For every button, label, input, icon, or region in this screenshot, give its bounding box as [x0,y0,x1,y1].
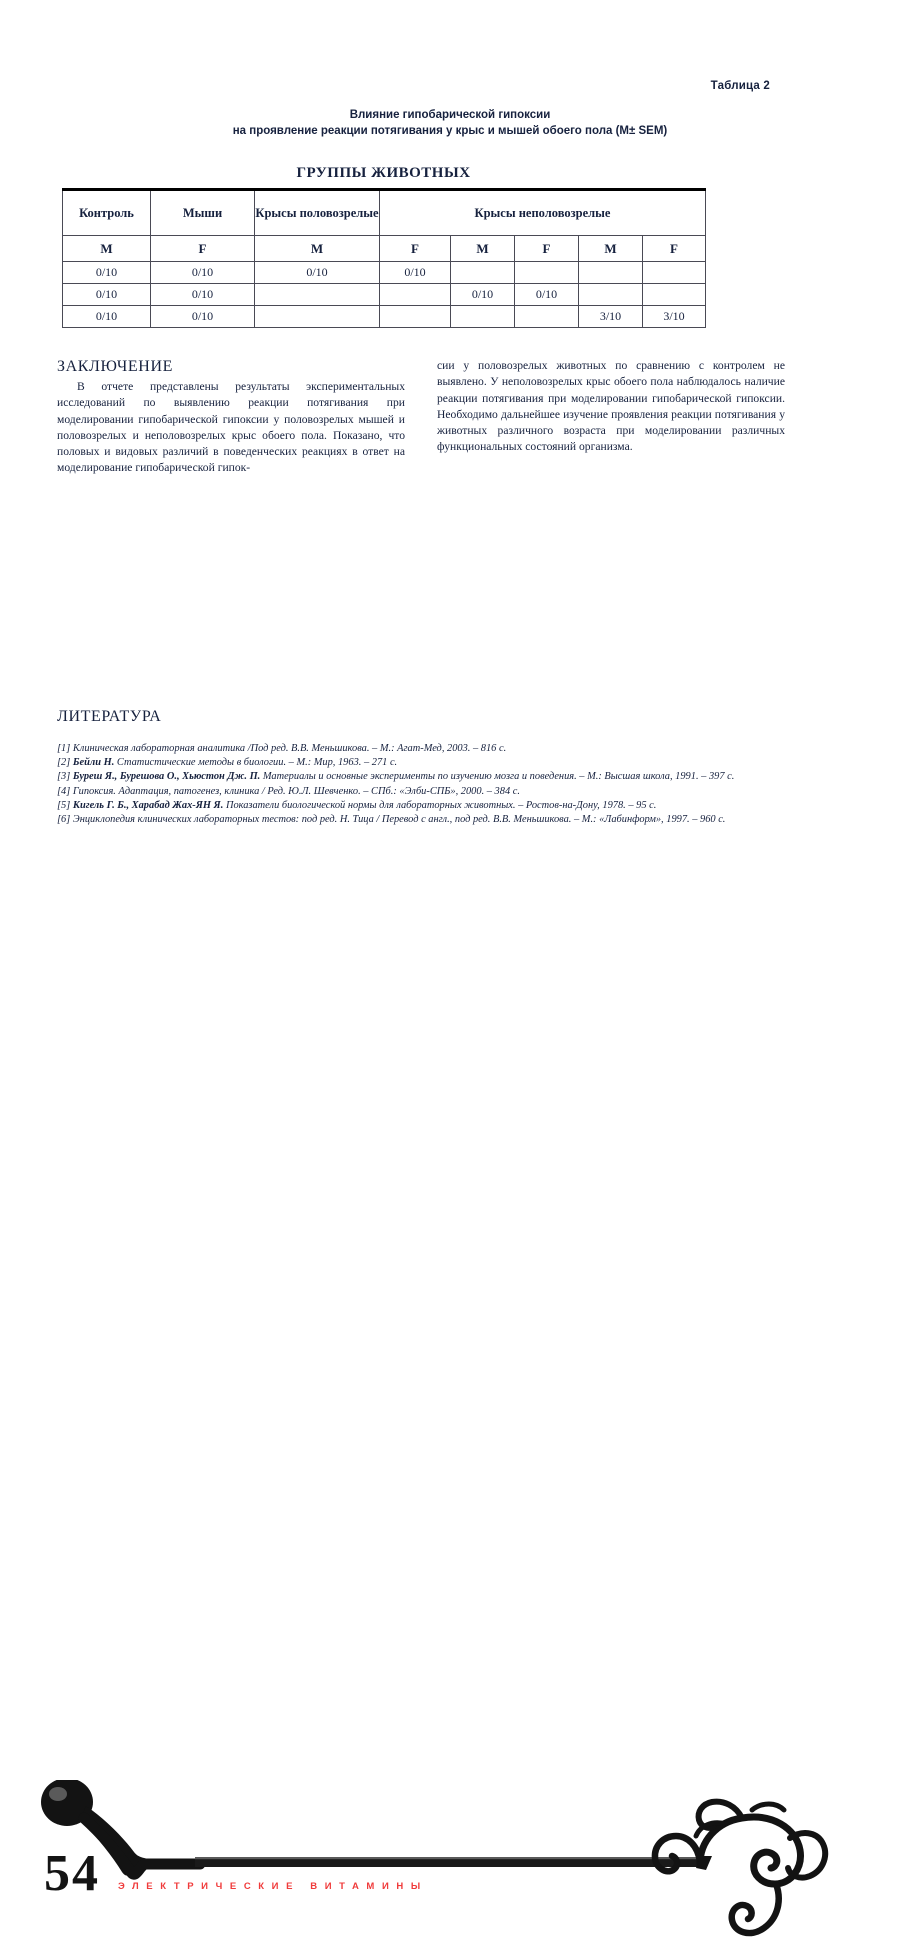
cell [515,306,579,328]
reference-author: Буреш Я., Бурешова О., Хьюстон Дж. П. [72,771,261,783]
conclusion-heading: ЗАКЛЮЧЕНИЕ [57,358,173,375]
reference-number: [6] [57,814,71,826]
reference-author: Кигель Г. Б., Харабад Жах-ЯН Я. [72,799,224,811]
group-header-adult-rats: Крысы половозрелые [255,190,380,236]
footer-tagline: ЭЛЕКТРИЧЕСКИЕ ВИТАМИНЫ [118,1881,428,1892]
table-row [63,306,706,328]
reference-text: Материалы и основные эксперименты по изучению мозга и поведения. – М.: Высшая школа, 1991. – 397 с. [262,771,735,783]
cell: 3/10 [579,306,643,328]
reference-text: Статистические методы в биологии. – М.: Мир, 1963. – 271 с. [116,757,398,769]
conclusion-text-right: сии у половозрелых животных по сравнению с контролем не выявлено. У неполовозрелых крыс обоего пола наблюдалось наличие реакции потягивания при моделировании гипобарической гипоксии. Необходимо дальнейшее изучение проявления реакции потягивания у животных различного возраста при моделировании различных функциональных состояний организма. [437,359,785,454]
table-title-line1: Влияние гипобарической гипоксии [349,109,551,121]
table-row [63,262,706,284]
cell: 0/10 [451,284,515,306]
group-header-control: Контроль [63,190,151,236]
cell [451,306,515,328]
reference-item [57,770,847,784]
sex-header-5: F [515,236,579,262]
cell: 0/10 [255,262,380,284]
sex-header-7: F [643,236,706,262]
cell [255,284,380,306]
sex-header-6: М [579,236,643,262]
reference-number: [3] [57,771,71,783]
table-number-label: Таблица 2 [710,80,770,92]
table-title [0,107,900,139]
reference-item [57,785,847,799]
reference-text: Показатели биологической нормы для лабораторных животных. – Ростов-на-Дону, 1978. – 95 с. [225,799,657,811]
cell: 0/10 [63,284,151,306]
conclusion-column-right [437,358,785,456]
references-heading: ЛИТЕРАТУРА [57,708,162,725]
sex-header-3: F [380,236,451,262]
conclusion-text-left: В отчете представлены результаты экспериментальных исследований по выявлению реакции потягивания при моделировании гипобарической гипоксии у половозрелых мышей и половозрелых и неполовозрелых крыс обоего пола. Показано, что половых и видовых различий в поведенческих реакциях в ответ на моделирование гипобарической гипок- [57,380,405,475]
cell [380,284,451,306]
hypoxia-results-table [62,188,706,328]
cell: 0/10 [151,306,255,328]
cell: 0/10 [151,284,255,306]
references-list [57,742,847,827]
sex-header-0: М [63,236,151,262]
conclusion-column-left [57,379,405,477]
table-sex-header-row [63,236,706,262]
page-number: 54 [44,1845,100,1902]
table-row [63,284,706,306]
cell [515,262,579,284]
cell [579,262,643,284]
cell [643,262,706,284]
cell: 0/10 [151,262,255,284]
table-group-header-row [63,190,706,236]
reference-item [57,756,847,770]
cell [255,306,380,328]
reference-text: Клиническая лабораторная аналитика /Под ред. В.В. Меньшикова. – М.: Агат-Мед, 2003. – 816 с. [72,743,507,754]
group-header-mice: Мыши [151,190,255,236]
sex-header-2: М [255,236,380,262]
cell [579,284,643,306]
group-header-juvenile-rats: Крысы неполовозрелые [380,190,706,236]
decorative-flourish-icon [0,1780,900,1959]
reference-text: Энциклопедия клинических лабораторных тестов: под ред. Н. Тица / Перевод с англ., под ред. В.В. Меньшикова. – М.: «Лабинформ», 1997. – 960 с. [72,814,726,826]
reference-text: Гипоксия. Адаптация, патогенез, клиника / Ред. Ю.Л. Шевченко. – СПб.: «Элби-СПБ», 2000. – 384 с. [72,785,520,797]
cell [380,306,451,328]
reference-number: [5] [57,799,71,811]
reference-item [57,799,847,813]
cell: 0/10 [63,306,151,328]
sex-header-1: F [151,236,255,262]
cell: 0/10 [515,284,579,306]
reference-number: [1] [57,743,71,754]
cell: 0/10 [63,262,151,284]
sex-header-4: М [451,236,515,262]
animal-groups-title: ГРУППЫ ЖИВОТНЫХ [296,165,471,181]
reference-number: [4] [57,785,71,797]
cell [643,284,706,306]
cell [451,262,515,284]
page-footer [0,890,900,1902]
cell: 3/10 [643,306,706,328]
reference-item [57,742,847,756]
reference-item [57,813,847,827]
reference-author: Бейли Н. [72,757,115,769]
table-title-line2: на проявление реакции потягивания у крыс и мышей обоего пола (М± SEM) [232,125,668,137]
reference-number: [2] [57,757,71,769]
cell: 0/10 [380,262,451,284]
